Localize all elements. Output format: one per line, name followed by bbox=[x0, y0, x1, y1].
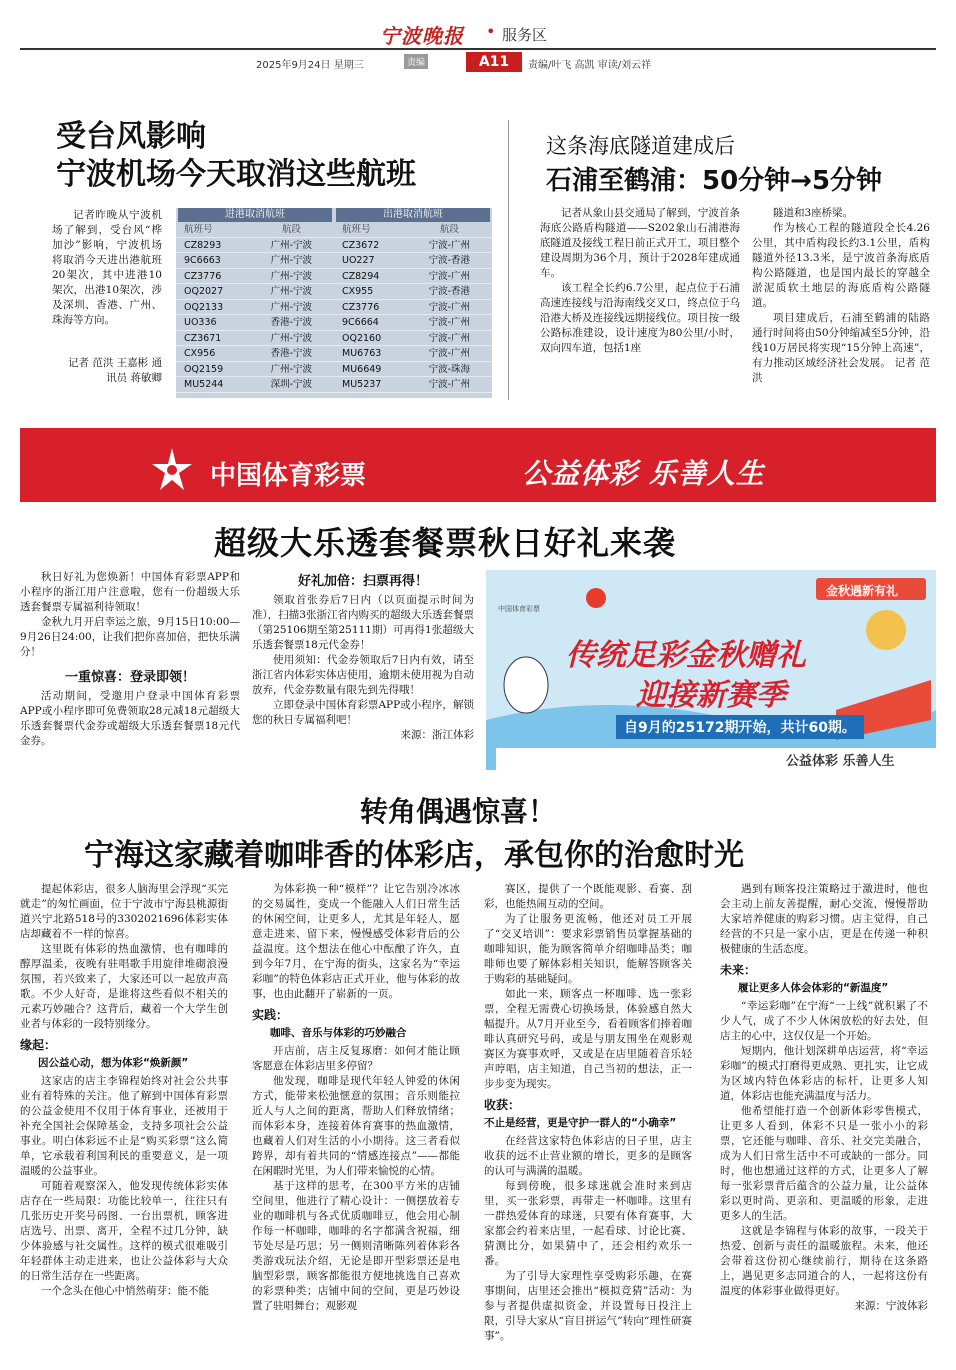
flight-route: 宁波-广州 bbox=[428, 270, 471, 282]
outbound-table-title: 出港取消航班 bbox=[336, 208, 490, 222]
flight-route: 香港-宁波 bbox=[270, 348, 313, 359]
table-row bbox=[334, 362, 492, 378]
paragraph: “幸运彩咖”在宁海“一上线”就积累了不少人气，成了不少人休闲放松的好去处，但店主的心中，这仅仅是一个开始。 bbox=[720, 1000, 928, 1042]
flight-number: OQ2027 bbox=[184, 286, 224, 297]
paragraph: 这家店的店主李锦程始终对社会公共事业有着特殊的关注。他了解到中国体育彩票的公益金使用不仅用于体育事业，还被用于补充全国社会保障基金，支持多项社会公益事业。明白体彩远不止是“购买彩票”这么简单，它承载着利国利民的重要意义，是一项温暖的公益事业。 bbox=[20, 1075, 228, 1177]
paragraph: 为了引导大家理性享受购彩乐趣，在赛事期间，店里还会推出“模拟竞猜”活动：为参与者提供虚拟资金，并设置每日投注上限，引导大家从“盲目拼运气”转向“理性研赛事”。 bbox=[484, 1270, 692, 1342]
paragraph: 每到傍晚，很多球迷就会准时来到店里，买一张彩票，再带走一杯咖啡。这里有一群热爱体育的球迷，只要有体育赛事，大家都会约着来店里，一起看球、讨论比赛、猜测比分，如果猜中了，还会相约欢乐一番。 bbox=[484, 1180, 692, 1267]
paragraph: 为体彩换一种“模样”？让它告别冷冰冰的交易属性，变成一个能融入人们日常生活的休闲空间，让更多人，尤其是年轻人，愿意走进来、留下来，慢慢感受体彩背后的公益温度。这个想法在他心中酝酿了许久，直到今年7月，在宁海的街头，这家名为“幸运彩咖”的特色体彩店正式开业，他与体彩的故事，也由此翻开了崭新的一页。 bbox=[252, 883, 460, 1000]
section-name: 服务区 bbox=[502, 26, 548, 44]
paragraph: 赛区，提供了一个既能观影、看赛、刮彩，也能热闹互动的空间。 bbox=[484, 883, 692, 910]
paragraph: 使用须知：代金券领取后7日内有效，请至浙江省内体彩实体店使用，逾期未使用视为自动放弃，代金券数量有限先到先得哦！ bbox=[252, 654, 474, 696]
story3-headline: 超级大乐透套餐票秋日好礼来袭 bbox=[214, 524, 677, 562]
story4-source: 来源：宁波体彩 bbox=[854, 1300, 928, 1312]
flight-number: CZ3671 bbox=[184, 332, 222, 344]
story4-column-1 bbox=[20, 882, 228, 1299]
table-row bbox=[334, 300, 492, 316]
table-row bbox=[334, 284, 492, 300]
flight-route: 广州-宁波 bbox=[270, 286, 313, 297]
col-flight-header: 航班号 bbox=[342, 224, 371, 235]
flight-route: 广州-宁波 bbox=[270, 270, 313, 282]
flight-number: MU5244 bbox=[184, 379, 224, 390]
story2-pre-title: 这条海底隧道建成后 bbox=[546, 134, 735, 158]
flight-route: 宁波-广州 bbox=[428, 348, 471, 359]
paragraph: 遇到有顾客投注策略过于激进时，他也会主动上前友善提醒，耐心交流，慢慢帮助大家培养健康的购彩习惯。店主觉得，自己经营的不只是一家小店，更是在传递一种积极健康的生活态度。 bbox=[720, 883, 928, 955]
story1-title-line2: 宁波机场今天取消这些航班 bbox=[56, 157, 416, 192]
flight-number: CZ3776 bbox=[342, 301, 380, 313]
subhead-origin: 因公益心动，想为体彩“焕新颜” bbox=[38, 1057, 189, 1069]
flight-route: 广州-宁波 bbox=[270, 239, 313, 251]
flight-number: OQ2160 bbox=[342, 332, 382, 344]
col-flight-header: 航班号 bbox=[184, 224, 213, 235]
paragraph: 这里既有体彩的热血激情，也有咖啡的醇厚温柔，夜晚有驻唱歌手用旋律堆砌浪漫氛围，若兴致来了，大家还可以一起放声高歌。不少人好奇，是谁将这些看似不相关的元素巧妙融合？这背后，藏着一个大学生创业者与体彩的一段特别缘分。 bbox=[20, 943, 228, 1030]
lottery-logo-icon bbox=[586, 588, 606, 608]
inbound-table-title: 进港取消航班 bbox=[178, 208, 332, 222]
flight-number: MU6763 bbox=[342, 348, 382, 359]
subhead-future: 履让更多人体会体彩的“新温度” bbox=[738, 982, 889, 994]
flight-route: 宁波-香港 bbox=[428, 255, 471, 266]
flight-number: UO336 bbox=[184, 317, 217, 328]
newspaper-logo: 宁波晚报 bbox=[380, 24, 464, 48]
poster-small-logo: 中国体育彩票 bbox=[498, 605, 540, 613]
section-harvest: 收获： bbox=[484, 1098, 521, 1112]
paragraph: 短期内，他计划深耕单店运营，将“幸运彩咖”的模式打磨得更成熟、更扎实，让它成为区域内特色体彩店的标杆，让更多人知道，体彩店也能充满温度与活力。 bbox=[720, 1045, 928, 1102]
issue-date: 2025年9月24日 星期三 bbox=[256, 60, 364, 71]
story1-byline: 记者 范洪 王嘉彬 通讯员 蒋敏卿 bbox=[67, 357, 162, 384]
table-row bbox=[334, 346, 492, 362]
table-header-row bbox=[176, 222, 334, 238]
flight-route: 深圳-宁波 bbox=[270, 379, 313, 390]
paragraph: 记者从象山县交通局了解到，宁波首条海底公路盾构隧道——S202象山石浦港海底隧道及接线工程日前正式开工，项目整个建设周期为36个月，预计于2028年建成通车。 bbox=[540, 207, 740, 279]
table-row bbox=[334, 253, 492, 269]
paragraph: 提起体彩店，很多人脑海里会浮现“买完就走”的匆忙画面，位于宁波市宁海县桃源街道兴宁北路518号的3302021696体彩实体店却藏着不一样的惊喜。 bbox=[20, 883, 228, 940]
table-row bbox=[334, 269, 492, 285]
paragraph: 这就是李锦程与体彩的故事，一段关于热爱、创新与责任的温暖旅程。未来，他还会带着这份初心继续前行，期待在这条路上，遇见更多志同道合的人，一起将这份有温度的体彩事业做得更好。 bbox=[720, 1225, 928, 1297]
flight-number: MU6649 bbox=[342, 363, 382, 375]
poster-footer-slogan: 公益体彩 乐善人生 bbox=[786, 754, 895, 769]
story4-headline-1: 转角偶遇惊喜！ bbox=[360, 795, 557, 828]
paragraph: 在经营这家特色体彩店的日子里，店主收获的远不止营业额的增长，更多的是顾客的认可与满满的温暖。 bbox=[484, 1135, 692, 1177]
paragraph: 他希望能打造一个创新体彩零售模式，让更多人看到，体彩不只是一张小小的彩票，它还能与咖啡、音乐、社交完美融合，成为人们日常生活中不可或缺的一部分。同时，他也想通过这样的方式，让更多人了解每一张彩票背后蕴含的公益力量，让公益体彩以更时尚、更亲和、更温暖的形象，走进更多人的生活。 bbox=[720, 1105, 928, 1222]
flight-number: OQ2133 bbox=[184, 301, 224, 313]
column-divider bbox=[508, 120, 509, 400]
story3-subhead-2: 好礼加倍：扫票再得！ bbox=[297, 574, 428, 589]
paragraph: 立即登录中国体育彩票APP或小程序，解锁您的秋日专属福利吧！ bbox=[252, 699, 474, 726]
story4-column-4 bbox=[720, 882, 928, 1314]
table-row bbox=[334, 377, 492, 393]
flight-route: 宁波-香港 bbox=[428, 286, 471, 297]
flight-route: 广州-宁波 bbox=[270, 255, 313, 266]
story1-paragraph: 记者昨晚从宁波机场了解到，受台风“桦加沙”影响，宁波机场将取消今天进出港航班20架次，其中进港10架次，出港10架次，涉及深圳、香港、广州、珠海等方向。 bbox=[52, 209, 162, 326]
flight-route: 宁波-珠海 bbox=[428, 363, 471, 375]
flight-number: CZ3776 bbox=[184, 270, 222, 282]
poster-period-banner: 自9月的25172期开始，共计60期。 bbox=[616, 715, 864, 739]
paragraph: 可随着观察深入，他发现传统体彩实体店存在一些局限：功能比较单一，往往只有几张历史开奖号码图、一台出票机，顾客进店选号、出票、离开，全程不过几分钟，缺少体验感与社交属性。这样的模式很难吸引年轻群体主动走进来，也让公益体彩与大众的日常生活存在一些距离。 bbox=[20, 1180, 228, 1282]
story2-column-2 bbox=[752, 206, 930, 386]
flight-number: 9C6664 bbox=[342, 317, 379, 328]
table-row bbox=[334, 238, 492, 254]
col-route-header: 航段 bbox=[439, 224, 459, 235]
table-row bbox=[176, 253, 334, 269]
table-row bbox=[176, 284, 334, 300]
flight-number: MU5237 bbox=[342, 379, 382, 390]
story4-column-3 bbox=[484, 882, 692, 1344]
header-tag: 责编 bbox=[404, 54, 428, 69]
table-row bbox=[176, 331, 334, 347]
flight-route: 香港-宁波 bbox=[270, 317, 313, 328]
flight-route: 广州-宁波 bbox=[270, 332, 313, 344]
flight-route: 宁波-广州 bbox=[428, 332, 471, 344]
paragraph: 项目建成后，石浦至鹤浦的陆路通行时间将由50分钟缩减至5分钟，沿线10万居民将实现“15分钟上高速”，有力推动区域经济社会发展。 记者 范洪 bbox=[752, 312, 930, 384]
flight-number: OQ2159 bbox=[184, 363, 224, 375]
flight-number: CZ8294 bbox=[342, 270, 380, 282]
paragraph: 他发现，咖啡是现代年轻人钟爱的休闲方式，能带来松弛惬意的氛围；音乐则能拉近人与人之间的距离，帮助人们释放情绪；而体彩本身，连接着体育赛事的热血激情，也藏着人们对生活的小小期待。这三者看似跨界，却有着共同的“情感连接点”——都能在闲暇时光里，为人们带来愉悦的心情。 bbox=[252, 1075, 460, 1177]
flight-number: CX956 bbox=[184, 348, 216, 359]
paragraph: 领取首张券后7日内（以页面提示时间为准），扫描3张浙江省内购买的超级大乐透套餐票（第25106期至第25111期）可再得1张超级大乐透套餐票18元代金券！ bbox=[252, 594, 474, 651]
table-row bbox=[334, 331, 492, 347]
editors-line: 责编/叶飞 高凯 审读/刘云祥 bbox=[528, 60, 652, 71]
story4-column-2 bbox=[252, 882, 460, 1314]
flight-route: 宁波-广州 bbox=[428, 301, 471, 313]
flight-route: 宁波-广州 bbox=[428, 379, 471, 390]
paragraph: 金秋九月开启幸运之旅，9月15日10:00—9月26日24:00，让我们把你喜加倍，把快乐满分！ bbox=[20, 616, 240, 658]
story3-column-2 bbox=[252, 570, 474, 743]
story1-body bbox=[52, 208, 162, 328]
lottery-star-icon bbox=[148, 446, 196, 494]
section-origin: 缘起： bbox=[20, 1038, 57, 1052]
subhead-harvest: 不止是经营，更是守护一群人的“小确幸” bbox=[484, 1117, 677, 1129]
table-row bbox=[176, 315, 334, 331]
table-row bbox=[176, 377, 334, 393]
flight-number: CX955 bbox=[342, 286, 374, 297]
flight-route: 宁波-广州 bbox=[428, 239, 471, 251]
section-future: 未来： bbox=[720, 963, 757, 977]
table-row bbox=[334, 315, 492, 331]
story4-headline-2: 宁海这家藏着咖啡香的体彩店，承包你的治愈时光 bbox=[84, 838, 744, 873]
paragraph: 活动期间，受邀用户登录中国体育彩票APP或小程序即可免费领取28元减18元超级大乐透套餐票代金券或超级大乐透套餐票18元代金券。 bbox=[20, 690, 240, 747]
header-dot: • bbox=[486, 22, 496, 41]
story3-source: 来源：浙江体彩 bbox=[400, 729, 474, 741]
story3-column-1 bbox=[20, 570, 240, 749]
flight-route: 宁波-广州 bbox=[428, 317, 471, 328]
paragraph: 开店前，店主反复琢磨：如何才能让顾客愿意在体彩店里多停留？ bbox=[252, 1045, 460, 1072]
subhead-practice: 咖啡、音乐与体彩的巧妙融合 bbox=[270, 1027, 407, 1039]
lottery-slogan: 公益体彩 乐善人生 bbox=[522, 457, 765, 490]
flight-number: 9C6663 bbox=[184, 255, 221, 266]
table-row bbox=[176, 300, 334, 316]
section-practice: 实践： bbox=[252, 1008, 289, 1022]
story2-column-1 bbox=[540, 206, 740, 356]
flight-number: UO227 bbox=[342, 255, 375, 266]
paragraph: 为了让服务更流畅，他还对员工开展了“交叉培训”：要求彩票销售员掌握基础的咖啡知识，能为顾客简单介绍咖啡品类；咖啡师也要了解体彩相关知识，能解答顾客关于购彩的基础疑问。 bbox=[484, 913, 692, 985]
flight-route: 广州-宁波 bbox=[270, 301, 313, 313]
story3-subhead-1: 一重惊喜：登录即领！ bbox=[64, 670, 195, 685]
paragraph: 秋日好礼为您焕新！中国体育彩票APP和小程序的浙江用户注意啦，您有一份超级大乐透套餐票专属福利待领取！ bbox=[20, 571, 240, 613]
paragraph: 如此一来，顾客点一杯咖啡、选一张彩票，全程无需费心切换场景，体验感自然大幅提升。从7月开业至今，看着顾客们捧着咖啡认真研究号码，或是与朋友围坐在观影观赛区为赛事欢呼，又或是在店里随着音乐轻声哼唱，店主知道，自己当初的想法，正一步步变为现实。 bbox=[484, 988, 692, 1090]
table-row bbox=[176, 346, 334, 362]
cancelled-flights-table bbox=[176, 208, 492, 398]
paragraph: 该工程全长约6.7公里，起点位于石浦高速连接线与沿海南线交叉口，终点位于乌沿港大桥及连接线远期接线位。项目按一级公路标准建设，设计速度为80公里/小时，双向四车道，包括1座 bbox=[540, 282, 740, 354]
flight-number: CZ8293 bbox=[184, 239, 222, 251]
poster-badge: 金秋遇新有礼 bbox=[826, 584, 899, 598]
paragraph: 一个念头在他心中悄然萌芽：能不能 bbox=[41, 1285, 209, 1297]
paragraph: 隧道和3座桥梁。 bbox=[773, 207, 854, 219]
table-row bbox=[176, 362, 334, 378]
header-rule bbox=[20, 48, 936, 50]
table-header-row bbox=[334, 222, 492, 238]
table-row bbox=[176, 269, 334, 285]
poster-headline-1: 传统足彩金秋赠礼 bbox=[566, 638, 806, 673]
story2-headline: 石浦至鹤浦：50分钟→5分钟 bbox=[546, 166, 883, 196]
flight-route: 广州-宁波 bbox=[270, 363, 313, 375]
football-lottery-poster bbox=[486, 570, 936, 770]
outbound-column bbox=[334, 222, 492, 393]
flight-number: CZ3672 bbox=[342, 239, 380, 251]
poster-headline-2: 迎接新赛季 bbox=[636, 678, 786, 713]
story1-headline bbox=[56, 118, 416, 194]
story1-title-line1: 受台风影响 bbox=[56, 119, 206, 154]
col-route-header: 航段 bbox=[281, 224, 301, 235]
paragraph: 作为核心工程的隧道段全长4.26公里，其中盾构段长约3.1公里，盾构隧道外径13.3米，是宁波首条海底盾构公路隧道，也是国内最长的穿越全淤泥质软土地层的海底盾构公路隧道。 bbox=[752, 222, 930, 309]
paragraph: 基于这样的思考，在300平方米的店铺空间里，他进行了精心设计：一侧摆放着专业的咖啡机与各式优质咖啡豆，他会用心制作每一杯咖啡，咖啡的名字都满含祝福，细节处尽是巧思；另一侧则清晰陈列着体彩各类游戏玩法介绍，无论是即开型彩票还是电脑型彩票，顾客都能很方便地挑选自己喜欢的彩票种类；店铺中间的空间，更是巧妙设置了驻唱舞台；观影观 bbox=[252, 1180, 460, 1312]
lottery-brand: 中国体育彩票 bbox=[210, 461, 367, 491]
inbound-column bbox=[176, 222, 334, 393]
page-number: A11 bbox=[466, 52, 522, 72]
table-row bbox=[176, 238, 334, 254]
